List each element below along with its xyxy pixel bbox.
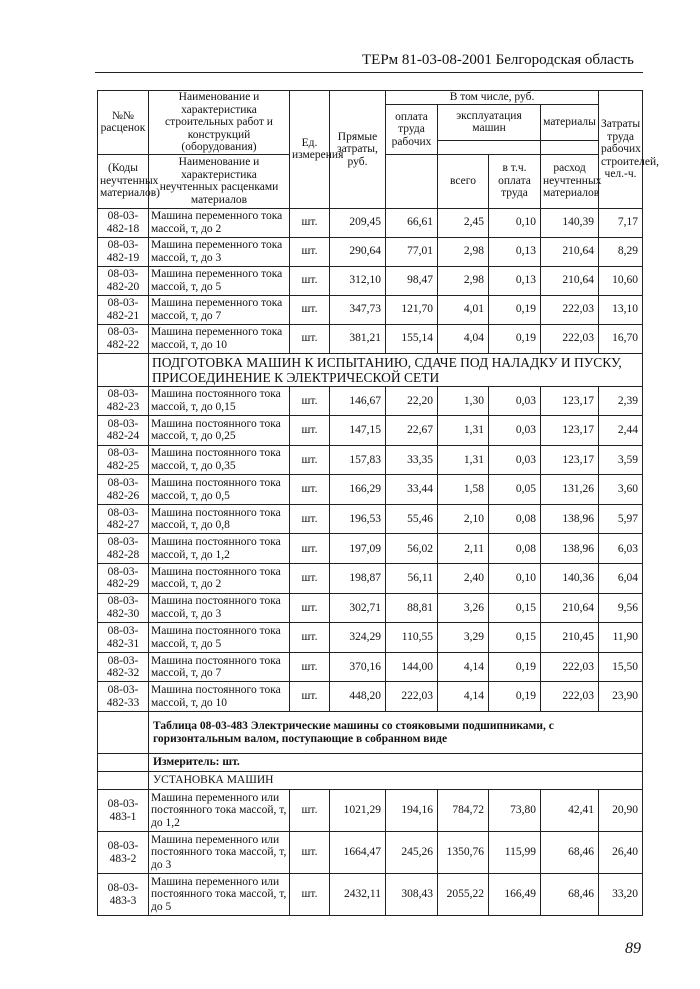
rate-code-cell: 08-03-483-3 — [98, 874, 149, 916]
work-name-cell: Машина переменного или постоянного тока массой, т, до 3 — [149, 832, 290, 874]
rate-code-cell: 08-03-482-22 — [98, 324, 149, 353]
table-row — [98, 564, 643, 594]
work-name-cell: Машина постоянного тока массой, т, до 0,8 — [149, 504, 290, 534]
machine-cost-cell: 4,14 — [438, 682, 489, 712]
machine-labor-pay-cell: 0,15 — [489, 623, 541, 653]
machine-cost-cell: 2,45 — [438, 208, 489, 237]
machine-labor-pay-cell: 0,19 — [489, 324, 541, 353]
section-title-2: УСТАНОВКА МАШИН — [149, 772, 643, 790]
labor-hours-cell: 5,97 — [599, 504, 643, 534]
rate-code-cell: 08-03-482-32 — [98, 652, 149, 682]
col-code-header: №№ расценок — [98, 91, 149, 155]
table-row — [98, 475, 643, 505]
labor-hours-cell: 11,90 — [599, 623, 643, 653]
labor-pay-cell: 56,11 — [386, 564, 438, 594]
labor-pay-cell: 33,44 — [386, 475, 438, 505]
labor-hours-cell: 33,20 — [599, 874, 643, 916]
unit-cell: шт. — [290, 504, 330, 534]
materials-cost-cell: 123,17 — [541, 386, 599, 416]
materials-cost-cell: 123,17 — [541, 445, 599, 475]
work-name-cell: Машина переменного тока массой, т, до 7 — [149, 295, 290, 324]
machine-labor-pay-cell: 0,03 — [489, 416, 541, 446]
machine-labor-pay-cell: 0,03 — [489, 445, 541, 475]
rate-code-cell: 08-03-482-21 — [98, 295, 149, 324]
table-row — [98, 534, 643, 564]
page-header-title: ТЕРм 81-03-08-2001 Белгородская область — [362, 52, 634, 68]
labor-pay-cell: 110,55 — [386, 623, 438, 653]
table-row — [98, 832, 643, 874]
unit-cell: шт. — [290, 534, 330, 564]
rate-code-cell: 08-03-482-33 — [98, 682, 149, 712]
rate-code-cell: 08-03-482-27 — [98, 504, 149, 534]
labor-pay-cell: 22,67 — [386, 416, 438, 446]
machine-cost-cell: 4,01 — [438, 295, 489, 324]
direct-cost-cell: 196,53 — [330, 504, 386, 534]
labor-pay-cell: 308,43 — [386, 874, 438, 916]
table-row — [98, 682, 643, 712]
work-name-cell: Машина постоянного тока массой, т, до 5 — [149, 623, 290, 653]
labor-pay-cell: 222,03 — [386, 682, 438, 712]
machine-cost-cell: 3,26 — [438, 593, 489, 623]
labor-pay-cell: 77,01 — [386, 237, 438, 266]
labor-hours-cell: 23,90 — [599, 682, 643, 712]
materials-cost-cell: 222,03 — [541, 324, 599, 353]
unit-cell: шт. — [290, 652, 330, 682]
labor-pay-cell: 22,20 — [386, 386, 438, 416]
work-name-cell: Машина постоянного тока массой, т, до 10 — [149, 682, 290, 712]
direct-cost-cell: 1021,29 — [330, 790, 386, 832]
table-row — [98, 445, 643, 475]
rates-table — [97, 90, 659, 916]
direct-cost-cell: 157,83 — [330, 445, 386, 475]
machine-labor-pay-cell: 0,19 — [489, 652, 541, 682]
rate-code-cell: 08-03-483-1 — [98, 790, 149, 832]
materials-cost-cell: 140,36 — [541, 564, 599, 594]
machine-cost-cell: 1,58 — [438, 475, 489, 505]
header-spacer — [438, 140, 541, 154]
labor-pay-cell: 56,02 — [386, 534, 438, 564]
work-name-cell: Машина постоянного тока массой, т, до 1,2 — [149, 534, 290, 564]
machine-cost-cell: 1350,76 — [438, 832, 489, 874]
machine-labor-pay-cell: 73,80 — [489, 790, 541, 832]
col-name-sub-header: Наименование и характеристика неучтенных расценками материалов — [149, 154, 290, 208]
machine-cost-cell: 2,10 — [438, 504, 489, 534]
table-row — [98, 295, 643, 324]
measure-label: Измеритель: шт. — [149, 754, 643, 772]
header-spacer-mat — [541, 140, 599, 154]
work-name-cell: Машина постоянного тока массой, т, до 3 — [149, 593, 290, 623]
direct-cost-cell: 381,21 — [330, 324, 386, 353]
machine-labor-pay-cell: 166,49 — [489, 874, 541, 916]
blank-cell — [98, 772, 149, 790]
rate-code-cell: 08-03-482-24 — [98, 416, 149, 446]
table-row — [98, 790, 643, 832]
work-name-cell: Машина постоянного тока массой, т, до 0,5 — [149, 475, 290, 505]
machine-cost-cell: 2,11 — [438, 534, 489, 564]
labor-hours-cell: 7,17 — [599, 208, 643, 237]
labor-hours-cell: 16,70 — [599, 324, 643, 353]
table-row — [98, 652, 643, 682]
machine-cost-cell: 2,40 — [438, 564, 489, 594]
rate-code-cell: 08-03-482-19 — [98, 237, 149, 266]
labor-hours-cell: 2,39 — [599, 386, 643, 416]
machine-labor-pay-cell: 0,05 — [489, 475, 541, 505]
labor-hours-cell: 6,04 — [599, 564, 643, 594]
work-name-cell: Машина переменного или постоянного тока массой, т, до 5 — [149, 874, 290, 916]
col-materials-header: материалы — [541, 105, 599, 141]
machine-labor-pay-cell: 0,10 — [489, 208, 541, 237]
col-unit-header: Ед. измерения — [290, 91, 330, 209]
table-row — [98, 504, 643, 534]
labor-hours-cell: 10,60 — [599, 266, 643, 295]
rate-code-cell: 08-03-482-28 — [98, 534, 149, 564]
machine-labor-pay-cell: 0,08 — [489, 504, 541, 534]
machine-cost-cell: 2,98 — [438, 237, 489, 266]
direct-cost-cell: 166,29 — [330, 475, 386, 505]
machine-cost-cell: 2,98 — [438, 266, 489, 295]
direct-cost-cell: 347,73 — [330, 295, 386, 324]
rate-code-cell: 08-03-482-18 — [98, 208, 149, 237]
labor-hours-cell: 15,50 — [599, 652, 643, 682]
unit-cell: шт. — [290, 682, 330, 712]
labor-pay-cell: 194,16 — [386, 790, 438, 832]
direct-cost-cell: 302,71 — [330, 593, 386, 623]
rate-code-cell: 08-03-482-25 — [98, 445, 149, 475]
work-name-cell: Машина переменного тока массой, т, до 2 — [149, 208, 290, 237]
direct-cost-cell: 1664,47 — [330, 832, 386, 874]
table-title: Таблица 08-03-483 Электрические машины со стояковыми подшипниками, с горизонтальным валом, поступающие в собранном виде — [149, 712, 643, 754]
labor-hours-cell: 3,59 — [599, 445, 643, 475]
unit-cell: шт. — [290, 295, 330, 324]
section-title-2-row — [98, 772, 643, 790]
machine-labor-pay-cell: 0,13 — [489, 266, 541, 295]
work-name-cell: Машина постоянного тока массой, т, до 7 — [149, 652, 290, 682]
direct-cost-cell: 209,45 — [330, 208, 386, 237]
materials-cost-cell: 222,03 — [541, 682, 599, 712]
rate-code-cell: 08-03-482-29 — [98, 564, 149, 594]
blank-cell — [98, 712, 149, 754]
labor-hours-cell: 20,90 — [599, 790, 643, 832]
labor-pay-cell: 55,46 — [386, 504, 438, 534]
machine-cost-cell: 4,14 — [438, 652, 489, 682]
col-machine-header: эксплуатация машин — [438, 105, 541, 141]
labor-hours-cell: 26,40 — [599, 832, 643, 874]
machine-cost-cell: 1,30 — [438, 386, 489, 416]
materials-cost-cell: 123,17 — [541, 416, 599, 446]
labor-hours-cell: 3,60 — [599, 475, 643, 505]
materials-cost-cell: 138,96 — [541, 504, 599, 534]
machine-cost-cell: 4,04 — [438, 324, 489, 353]
direct-cost-cell: 290,64 — [330, 237, 386, 266]
materials-cost-cell: 210,45 — [541, 623, 599, 653]
unit-cell: шт. — [290, 386, 330, 416]
table-row — [98, 386, 643, 416]
unit-cell: шт. — [290, 874, 330, 916]
table-row — [98, 623, 643, 653]
labor-pay-cell: 121,70 — [386, 295, 438, 324]
table-row — [98, 593, 643, 623]
labor-pay-cell: 155,14 — [386, 324, 438, 353]
machine-labor-pay-cell: 0,15 — [489, 593, 541, 623]
work-name-cell: Машина постоянного тока массой, т, до 2 — [149, 564, 290, 594]
unit-cell: шт. — [290, 593, 330, 623]
table-row — [98, 208, 643, 237]
col-materials-sub-header: расход неучтенных материалов — [541, 154, 599, 208]
direct-cost-cell: 324,29 — [330, 623, 386, 653]
table-row — [98, 874, 643, 916]
direct-cost-cell: 370,16 — [330, 652, 386, 682]
work-name-cell: Машина постоянного тока массой, т, до 0,15 — [149, 386, 290, 416]
rate-code-cell: 08-03-482-31 — [98, 623, 149, 653]
unit-cell: шт. — [290, 237, 330, 266]
unit-cell: шт. — [290, 623, 330, 653]
labor-hours-cell: 9,56 — [599, 593, 643, 623]
blank-cell — [98, 353, 149, 386]
work-name-cell: Машина постоянного тока массой, т, до 0,35 — [149, 445, 290, 475]
unit-cell: шт. — [290, 266, 330, 295]
rate-code-cell: 08-03-482-26 — [98, 475, 149, 505]
page-number: 89 — [625, 940, 641, 957]
machine-labor-pay-cell: 115,99 — [489, 832, 541, 874]
materials-cost-cell: 42,41 — [541, 790, 599, 832]
materials-cost-cell: 140,39 — [541, 208, 599, 237]
work-name-cell: Машина постоянного тока массой, т, до 0,25 — [149, 416, 290, 446]
rate-code-cell: 08-03-482-30 — [98, 593, 149, 623]
direct-cost-cell: 448,20 — [330, 682, 386, 712]
materials-cost-cell: 68,46 — [541, 874, 599, 916]
materials-cost-cell: 68,46 — [541, 832, 599, 874]
machine-cost-cell: 1,31 — [438, 416, 489, 446]
labor-hours-cell: 2,44 — [599, 416, 643, 446]
machine-labor-pay-cell: 0,03 — [489, 386, 541, 416]
machine-cost-cell: 784,72 — [438, 790, 489, 832]
work-name-cell: Машина переменного тока массой, т, до 10 — [149, 324, 290, 353]
direct-cost-cell: 2432,11 — [330, 874, 386, 916]
labor-pay-cell: 144,00 — [386, 652, 438, 682]
labor-hours-cell: 8,29 — [599, 237, 643, 266]
direct-cost-cell: 198,87 — [330, 564, 386, 594]
rate-code-cell: 08-03-482-20 — [98, 266, 149, 295]
col-pay-header: оплата труда рабочих — [386, 105, 438, 155]
measure-label-row — [98, 754, 643, 772]
machine-labor-pay-cell: 0,19 — [489, 682, 541, 712]
machine-labor-pay-cell: 0,08 — [489, 534, 541, 564]
rate-code-cell: 08-03-482-23 — [98, 386, 149, 416]
col-direct-header: Прямые затраты, руб. — [330, 91, 386, 209]
materials-cost-cell: 131,26 — [541, 475, 599, 505]
unit-cell: шт. — [290, 324, 330, 353]
machine-cost-cell: 2055,22 — [438, 874, 489, 916]
unit-cell: шт. — [290, 416, 330, 446]
unit-cell: шт. — [290, 208, 330, 237]
materials-cost-cell: 210,64 — [541, 237, 599, 266]
work-name-cell: Машина переменного тока массой, т, до 5 — [149, 266, 290, 295]
labor-hours-cell: 13,10 — [599, 295, 643, 324]
col-machine-pay-header: в т.ч. оплата труда — [489, 154, 541, 208]
machine-labor-pay-cell: 0,13 — [489, 237, 541, 266]
table-row — [98, 266, 643, 295]
labor-pay-cell: 66,61 — [386, 208, 438, 237]
machine-labor-pay-cell: 0,19 — [489, 295, 541, 324]
work-name-cell: Машина переменного или постоянного тока массой, т, до 1,2 — [149, 790, 290, 832]
header-rule — [95, 72, 643, 73]
unit-cell: шт. — [290, 445, 330, 475]
col-machine-total-header: всего — [438, 154, 489, 208]
col-pay-sub-header — [386, 154, 438, 208]
unit-cell: шт. — [290, 564, 330, 594]
col-name-header: Наименование и характеристика строительных работ и конструкций (оборудования) — [149, 91, 290, 155]
section-title: ПОДГОТОВКА МАШИН К ИСПЫТАНИЮ, СДАЧЕ ПОД НАЛАДКУ И ПУСКУ, ПРИСОЕДИНЕНИЕ К ЭЛЕКТРИЧЕСКОЙ СЕТИ — [149, 353, 643, 386]
work-name-cell: Машина переменного тока массой, т, до 3 — [149, 237, 290, 266]
direct-cost-cell: 197,09 — [330, 534, 386, 564]
machine-cost-cell: 1,31 — [438, 445, 489, 475]
materials-cost-cell: 210,64 — [541, 266, 599, 295]
unit-cell: шт. — [290, 475, 330, 505]
table-row — [98, 237, 643, 266]
machine-cost-cell: 3,29 — [438, 623, 489, 653]
col-code-sub-header: (Коды неучтенных материалов) — [98, 154, 149, 208]
materials-cost-cell: 210,64 — [541, 593, 599, 623]
col-labor-header: Затраты труда рабочих строителей, чел.-ч. — [599, 91, 643, 209]
machine-labor-pay-cell: 0,10 — [489, 564, 541, 594]
table-title-row — [98, 712, 643, 754]
labor-pay-cell: 88,81 — [386, 593, 438, 623]
direct-cost-cell: 146,67 — [330, 386, 386, 416]
unit-cell: шт. — [290, 790, 330, 832]
labor-pay-cell: 245,26 — [386, 832, 438, 874]
unit-cell: шт. — [290, 832, 330, 874]
labor-pay-cell: 98,47 — [386, 266, 438, 295]
labor-pay-cell: 33,35 — [386, 445, 438, 475]
direct-cost-cell: 312,10 — [330, 266, 386, 295]
table-row — [98, 324, 643, 353]
materials-cost-cell: 222,03 — [541, 295, 599, 324]
col-incl-header: В том числе, руб. — [386, 91, 599, 105]
section-row — [98, 353, 643, 386]
blank-cell — [98, 754, 149, 772]
rate-code-cell: 08-03-483-2 — [98, 832, 149, 874]
direct-cost-cell: 147,15 — [330, 416, 386, 446]
materials-cost-cell: 138,96 — [541, 534, 599, 564]
table-row — [98, 416, 643, 446]
labor-hours-cell: 6,03 — [599, 534, 643, 564]
materials-cost-cell: 222,03 — [541, 652, 599, 682]
